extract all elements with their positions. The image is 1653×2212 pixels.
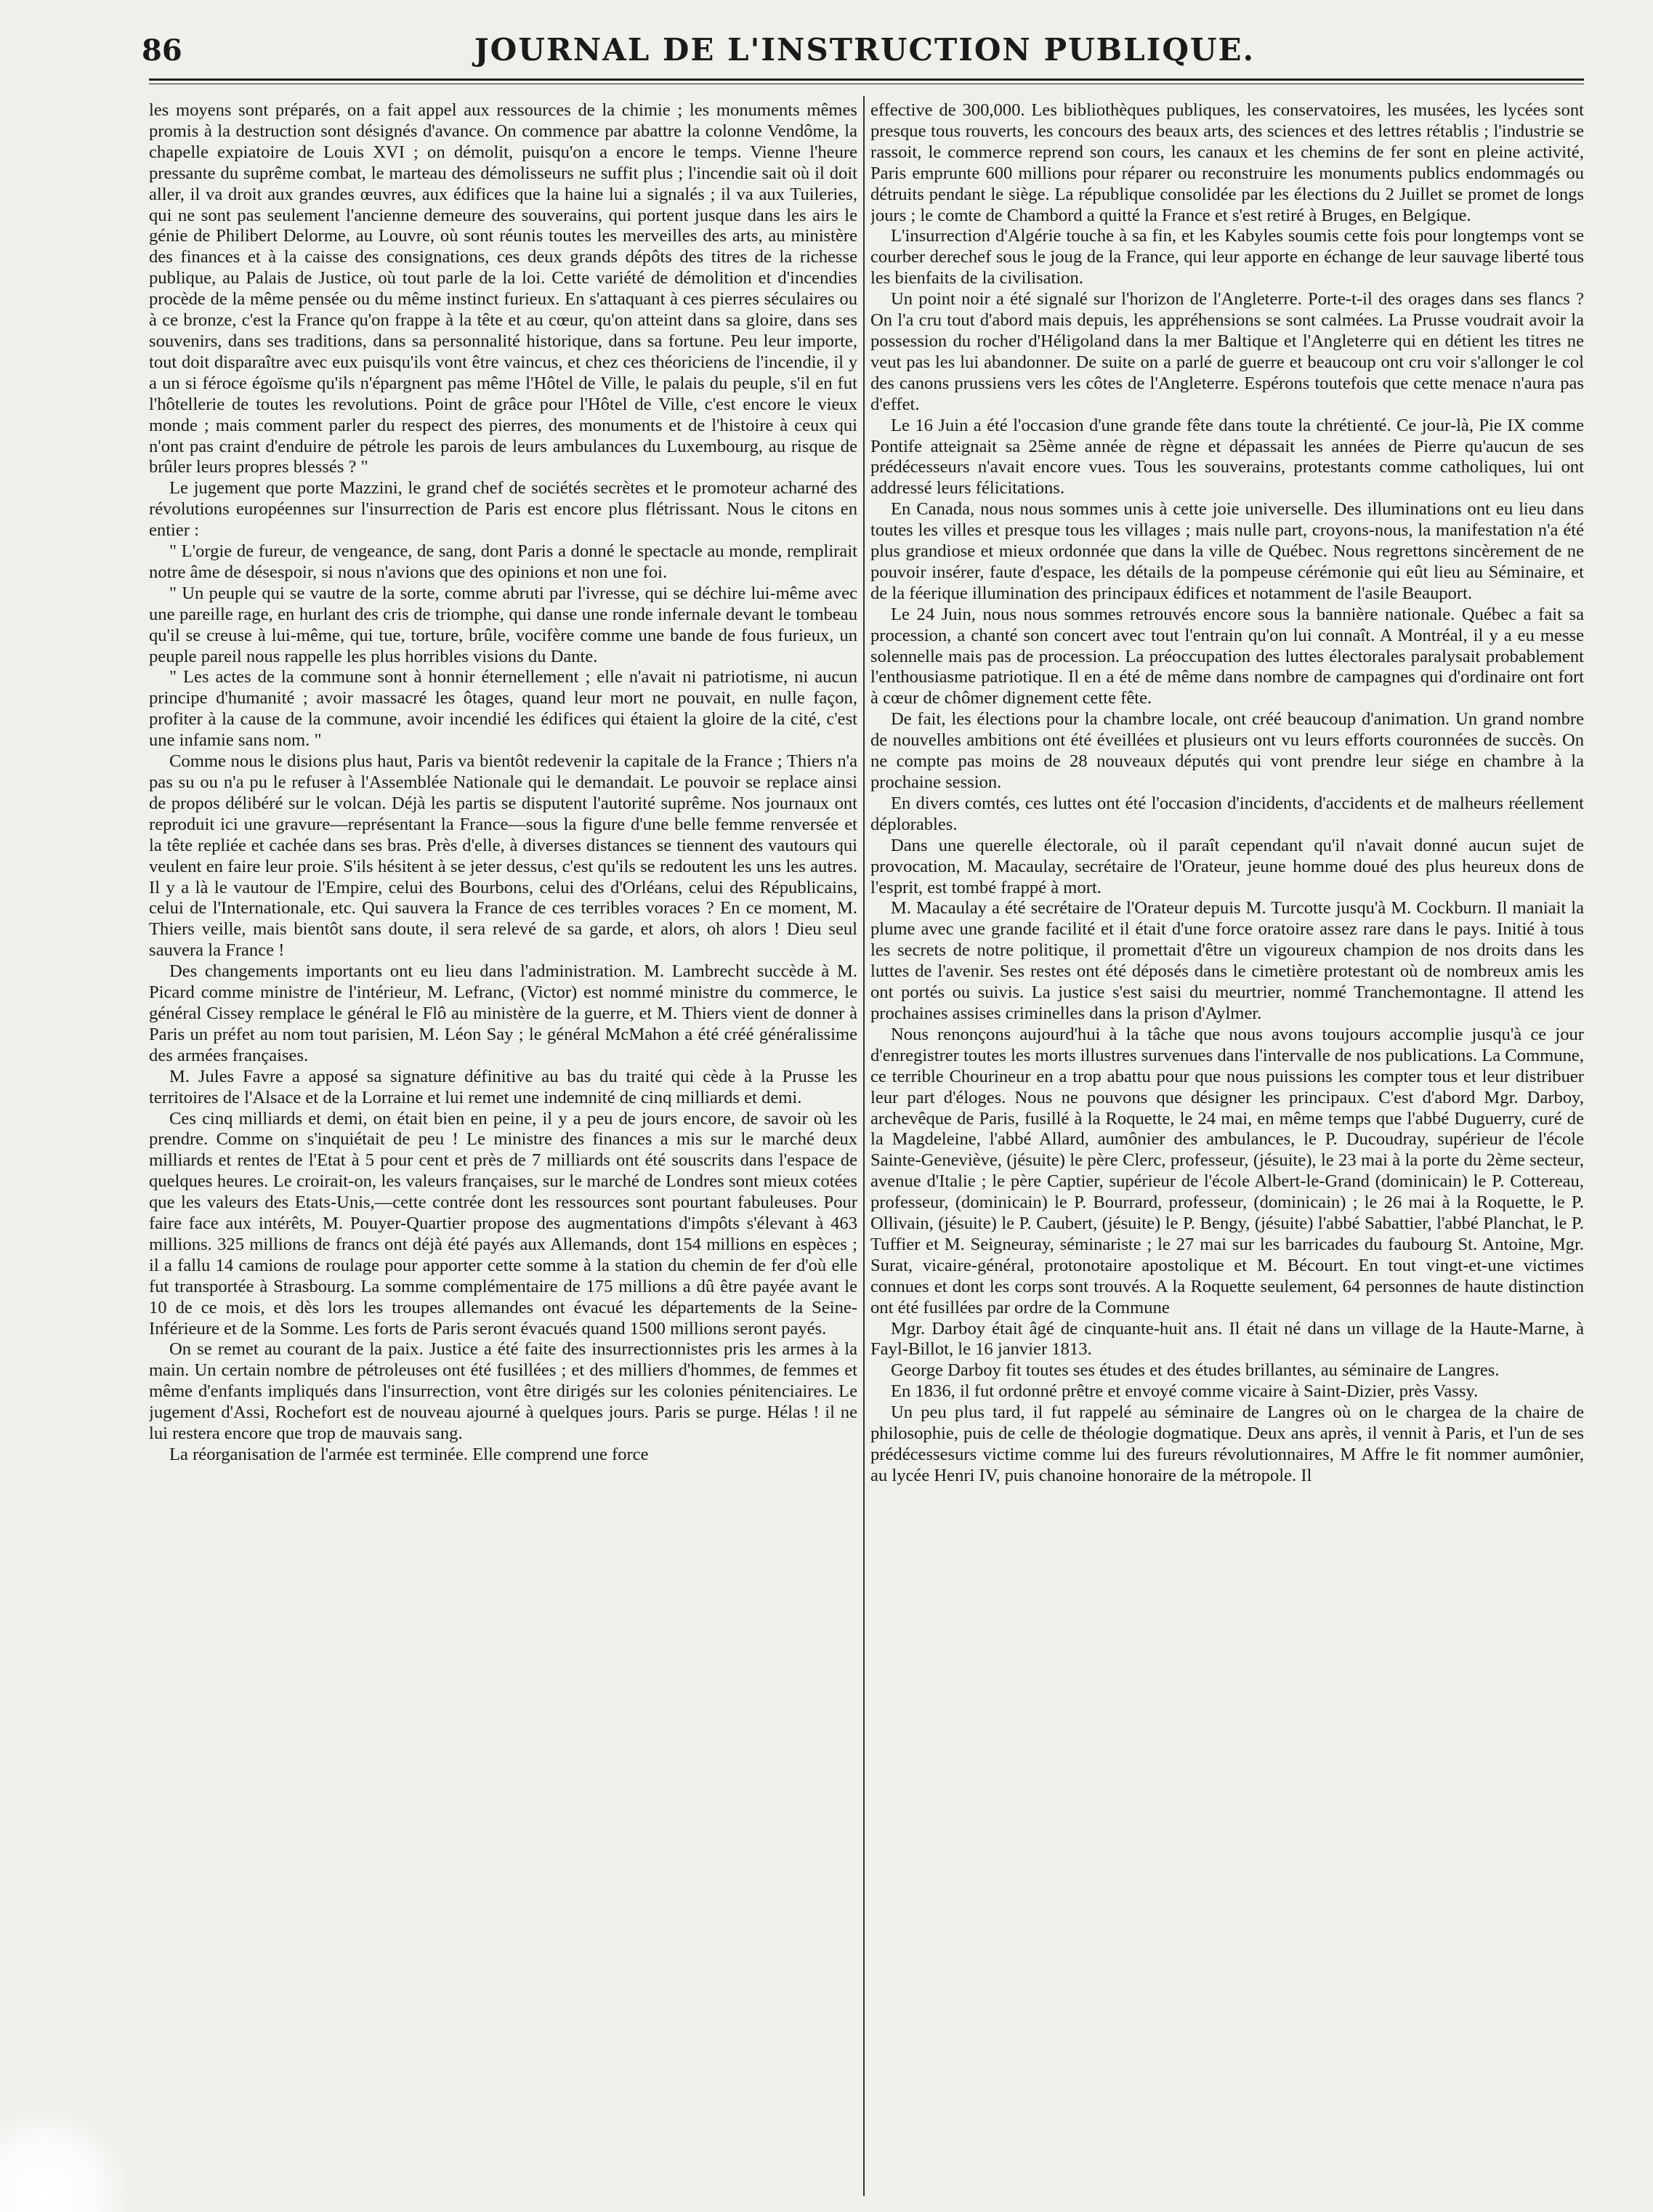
paragraph: En Canada, nous nous sommes unis à cette joie universelle. Des illuminations ont eu lieu dans toutes les villes et presque tous les villages ; mais nulle part, croyons-nous, la manifestation n'a été plus grandiose et mieux ordonnée que dans la ville de Québec. Nous regrettons sincèrement de ne pouvoir insérer, faute d'espace, les détails de la pompeuse cérémonie qui eût lieu au Séminaire, et de la féerique illumination des principaux édifices et notamment de l'asile Beauport. (870, 499, 1584, 603)
paragraph: Comme nous le disions plus haut, Paris va bientôt redevenir la capitale de la France ; Thiers n'a pas su ou n'a pu le refuser à l'Assemblée Nationale qui le demandait. Le pouvoir se replace ainsi de propos délibéré sur le volcan. Déjà les partis se disputent l'autorité suprême. Nos journaux ont reproduit ici une gravure—représentant la France—sous la figure d'une belle femme renversée et la tête repliée et cachée dans ses bras. Près d'elle, à diverses distances se tiennent des vautours qui veulent en faire leur proie. S'ils hésitent à se jeter dessus, c'est qu'ils se redoutent les uns les autres. Il y a là le vautour de l'Empire, celui des Bourbons, celui des d'Orléans, celui des Républicains, celui de l'Internationale, etc. Qui sauvera la France de ces terribles voraces ? En ce moment, M. Thiers veille, mais bientôt sans doute, il sera relevé de sa garde, et alors, oh alors ! Dieu seul sauvera la France ! (149, 751, 857, 961)
paragraph: En divers comtés, ces luttes ont été l'occasion d'incidents, d'accidents et de malheurs réellement déplorables. (870, 793, 1584, 834)
column-divider (863, 96, 865, 2196)
paragraph: Le jugement que porte Mazzini, le grand chef de sociétés secrètes et le promoteur acharné des révolutions européennes sur l'insurrection de Paris est encore plus flétrissant. Nous le citons en entier : (149, 478, 857, 541)
page-header (142, 29, 1588, 73)
paragraph: En 1836, il fut ordonné prêtre et envoyé comme vicaire à Saint-Dizier, près Vassy. (891, 1381, 1479, 1402)
paragraph: Dans une querelle électorale, où il paraît cependant qu'il n'avait donné aucun sujet de provocation, M. Macaulay, secrétaire de l'Orateur, jeune homme doué des plus heureux dons de l'esprit, est tombé frappé à mort. (870, 835, 1584, 897)
paragraph: Mgr. Darboy était âgé de cinquante-huit ans. Il était né dans un village de la Haute-Marne, à Fayl-Billot, le 16 janvier 1813. (870, 1318, 1584, 1360)
paragraph: Un point noir a été signalé sur l'horizon de l'Angleterre. Porte-t-il des orages dans ses flancs ? On l'a cru tout d'abord mais depuis, les appréhensions se sont calmées. La Prusse voudrait avoir la possession du rocher d'Héligoland dans la mer Baltique et l'Angleterre qui en détient les titres ne veut pas les lui abandonner. De suite on a parlé de guerre et beaucoup ont cru voir s'allonger le col des canons prussiens vers les côtes de l'Angleterre. Espérons toutefois que cette menace n'aura pas d'effet. (870, 289, 1584, 414)
paragraph: " Un peuple qui se vautre de la sorte, comme abruti par l'ivresse, qui se déchire lui-même avec une pareille rage, en hurlant des cris de triomphe, qui danse une ronde infernale devant le tombeau qu'il se creuse à lui-même, qui tue, torture, brûle, vocifère comme une bande de fous furieux, un peuple pareil nous rappelle les plus horribles visions du Dante. (149, 583, 857, 666)
paragraph: George Darboy fit toutes ses études et des études brillantes, au séminaire de Langres. (891, 1360, 1500, 1381)
paragraph: On se remet au courant de la paix. Justice a été faite des insurrectionnistes pris les armes à la main. Un certain nombre de pétroleuses ont été fusillées ; et des milliers d'hommes, de femmes et même d'enfants impliqués dans l'insurrection, vont être dirigés sur les colonies pénitenciaires. Le jugement d'Assi, Rochefort est de nouveau ajourné à quelques jours. Paris se purge. Hélas ! il ne lui restera encore que trop de mauvais sang. (149, 1339, 857, 1444)
paragraph: Des changements importants ont eu lieu dans l'administration. M. Lambrecht succède à M. Picard comme ministre de l'intérieur, M. Lefranc, (Victor) est nommé ministre du commerce, le général Cissey remplace le général le Flô au ministère de la guerre, et M. Thiers vient de donner à Paris un préfet au nom tout parisien, M. Léon Say ; le général McMahon a été créé généralissime des armées françaises. (149, 961, 857, 1065)
paragraph: Ces cinq milliards et demi, on était bien en peine, il y a peu de jours encore, de savoir où les prendre. Comme on s'inquiétait de peu ! Le ministre des finances a mis sur le marché deux milliards et rentes de l'Etat à 5 pour cent et près de 7 milliards ont été souscrits dans l'espace de quelques heures. Le croirait-on, les valeurs françaises, sur le marché de Londres sont mieux cotées que les valeurs des Etats-Unis,—cette contrée dont les ressources sont pourtant fabuleuses. Pour faire face aux intérêts, M. Pouyer-Quartier propose des augmentations d'impôts s'élevant à 463 millions. 325 millions de francs ont déjà été payés aux Allemands, dont 154 millions en espèces ; il a fallu 14 camions de roulage pour apporter cette somme à la station du chemin de fer d'où elle fut transportée à Strasbourg. La somme complémentaire de 175 millions a dû être payée avant le 10 de ce mois, et dès lors les troupes allemandes ont évacué les départements de la Seine-Inférieure et de la Somme. Les forts de Paris seront évacués quand 1500 millions seront payés. (149, 1108, 857, 1339)
page-number: 86 (142, 33, 182, 68)
header-rule (149, 78, 1584, 81)
journal-title: JOURNAL DE L'INSTRUCTION PUBLIQUE. (474, 32, 1256, 68)
paper-stain (0, 2111, 127, 2212)
paragraph: M. Jules Favre a apposé sa signature définitive au bas du traité qui cède à la Prusse les territoires de l'Alsace et de la Lorraine et lui remet une indemnité de cinq milliards et demi. (149, 1066, 857, 1107)
paragraph: Le 24 Juin, nous nous sommes retrouvés encore sous la bannière nationale. Québec a fait sa procession, a chanté son concert avec tout l'entrain qu'on lui connaît. A Montréal, il y a eu messe solennelle mais pas de procession. La préoccupation des luttes électorales paralysait probablement l'enthousiasme patriotique. Il en a été de même dans nombre de campagnes qui d'ordinaire ont fort à cœur de chômer dignement cette fête. (870, 604, 1584, 709)
paragraph: Un peu plus tard, il fut rappelé au séminaire de Langres où on le chargea de la chaire de philosophie, puis de celle de théologie dogmatique. Deux ans après, il vennit à Paris, et l'un de ses prédécessesurs victime comme lui des fureurs révolutionnaires, M Affre le fit nommer aumônier, au lycée Henri IV, puis chanoine honoraire de la métropole. Il (870, 1402, 1584, 1485)
paragraph: " Les actes de la commune sont à honnir éternellement ; elle n'avait ni patriotisme, ni aucun principe d'humanité ; avoir massacré les ôtages, quand leur mort ne pouvait, en nulle façon, profiter à la cause de la commune, avoir incendié les édifices qui étaient la gloire de la cité, c'est une infamie sans nom. " (149, 667, 857, 751)
right-column (870, 100, 1584, 2200)
paragraph: L'insurrection d'Algérie touche à sa fin, et les Kabyles soumis cette fois pour longtemps vont se courber derechef sous le joug de la France, qui leur apporte en échange de leur sauvage liberté tous les bienfaits de la civilisation. (870, 226, 1584, 288)
paragraph: " L'orgie de fureur, de vengeance, de sang, dont Paris a donné le spectacle au monde, remplirait notre âme de désespoir, si nous n'avions que des opinions et non une foi. (149, 541, 857, 582)
paragraph: effective de 300,000. Les bibliothèques publiques, les conservatoires, les musées, les lycées sont presque tous rouverts, les concours des beaux arts, des sciences et des lettres rétablis ; l'industrie se rassoit, le commerce reprend son cours, les canaux et les chemins de fer sont en pleine activité, Paris emprunte 600 millions pour réparer ou reconstruire les monuments publics endommagés ou détruits pendant le siège. La république consolidée par les élections du 2 Juillet se promet de longs jours ; le comte de Chambord a quitté la France et s'est retiré à Bruges, en Belgique. (870, 100, 1584, 225)
paragraph: Nous renonçons aujourd'hui à la tâche que nous avons toujours accomplie jusqu'à ce jour d'enregistrer toutes les morts illustres survenues dans l'intervalle de nos publications. La Commune, ce terrible Chourineur en a trop abattu pour que nous puissions les compter tous et leur distribuer leur part d'éloges. Nous ne pouvons que désigner les principaux. C'est d'abord Mgr. Darboy, archevêque de Paris, fusillé à la Roquette, le 24 mai, en même temps que l'abbé Duguerry, curé de la Magdeleine, l'abbé Allard, aumônier des ambulances, le P. Ducoudray, supérieur de l'école Sainte-Geneviève, (jésuite) le père Clerc, professeur, (jésuite), le 23 mai à la porte du 2ème secteur, avenue d'Italie ; le père Captier, supérieur de l'école Albert-le-Grand (dominicain) le P. Cottereau, professeur, (dominicain) le P. Bourrard, professeur, (dominicain) ; le 26 mai à la Roquette, le P. Ollivain, (jésuite) le P. Caubert, (jésuite) le P. Bengy, (jésuite) l'abbé Sabattier, l'abbé Planchat, le P. Tuffier et M. Seigneuray, séminariste ; le 27 mai sur les barricades du faubourg St. Antoine, Mgr. Surat, vicaire-général, protonotaire apostolique et M. Bécourt. En tout vingt-et-une victimes connues et dont les corps sont trouvés. A la Roquette seulement, 64 personnes de haute distinction ont été fusillées par ordre de la Commune (870, 1024, 1584, 1317)
paragraph: De fait, les élections pour la chambre locale, ont créé beaucoup d'animation. Un grand nombre de nouvelles ambitions ont été éveillées et plusieurs ont vu leurs efforts couronnées de succès. On ne compte pas moins de 28 nouveaux députés qui vont prendre leur siége en chambre à la prochaine session. (870, 709, 1584, 792)
left-column (149, 100, 857, 2200)
paragraph: Le 16 Juin a été l'occasion d'une grande fête dans toute la chrétienté. Ce jour-là, Pie IX comme Pontife atteignait sa 25ème année de règne et dépassait les années de Pierre qu'aucun de ses prédécesseurs n'avait encore vues. Tous les souverains, protestants comme catholiques, lui ont addressé leurs félicitations. (870, 415, 1584, 498)
paragraph: M. Macaulay a été secrétaire de l'Orateur depuis M. Turcotte jusqu'à M. Cockburn. Il maniait la plume avec une grande facilité et il était d'une force oratoire assez rare dans le pays. Initié à tous les secrets de notre politique, il promettait d'être un vigoureux champion de nos droits dans les luttes de l'avenir. Ses restes ont été déposés dans le cimetière protestant où de nombreux amis les ont portés ou suivis. La justice s'est saisi du meurtrier, nommé Tranchemontagne. Il attend les prochaines assises criminelles dans la prison d'Aylmer. (870, 898, 1584, 1023)
paragraph: les moyens sont préparés, on a fait appel aux ressources de la chimie ; les monuments mêmes promis à la destruction sont désignés d'avance. On commence par abattre la colonne Vendôme, la chapelle expiatoire de Louis XVI ; on démolit, puisqu'on a encore le temps. Vienne l'heure pressante du suprême combat, le marteau des démolisseurs ne suffit plus ; l'incendie sait où il doit aller, il va droit aux grandes œuvres, aux édifices que la haine lui a signalés ; il va aux Tuileries, qui ne sont pas seulement l'ancienne demeure des souverains, qui portent jusque dans les airs le génie de Philibert Delorme, au Louvre, où sont réunis toutes les merveilles des arts, au ministère des finances et à la caisse des consignations, ces deux grands dépôts des titres de la richesse publique, au Palais de Justice, où tout parle de la loi. Cette variété de démolition et d'incendies procède de la même pensée ou du même instinct furieux. En s'attaquant à ces pierres séculaires ou à ce bronze, c'est la France qu'on frappe à la tête et au cœur, qu'on atteint dans sa gloire, dans ses souvenirs, dans ses traditions, dans sa personnalité historique, dans sa fortune. Peu leur importe, tout doit disparaître avec eux puisqu'ils vont être vaincus, et chez ces théoriciens de l'incendie, il y a un si féroce égoïsme qu'ils n'épargnent pas même l'Hôtel de Ville, le palais du peuple, s'il en fut l'hôtellerie de toutes les revolutions. Point de grâce pour l'Hôtel de Ville, c'est encore le vieux monde ; mais comment parler du respect des pierres, des monuments et de l'histoire à ceux qui n'ont pas craint d'enduire de pétrole les parois de leurs ambulances du Luxembourg, au risque de brûler leurs propres blessés ? " (149, 100, 857, 477)
paragraph: La réorganisation de l'armée est terminée. Elle comprend une force (169, 1445, 649, 1464)
